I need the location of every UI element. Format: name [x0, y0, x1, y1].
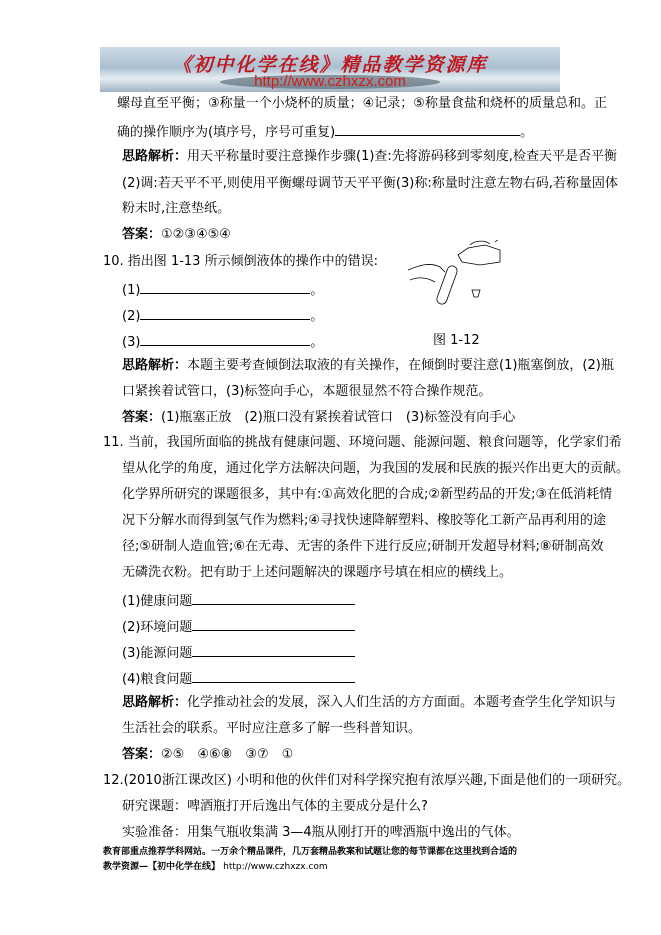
text: (3) [122, 335, 141, 350]
answer-blank [192, 618, 355, 631]
answer-blank [192, 670, 355, 683]
text: 。 [310, 335, 324, 350]
analysis [122, 149, 617, 165]
analysis-label: 思路解析： [122, 358, 188, 373]
blank-line [122, 307, 323, 325]
question-12: 12.(2010浙江课改区) 小明和他的伙伴们对科学探究抱有浓厚兴趣,下面是他们的一项研究。 [103, 773, 631, 788]
figure-caption: 图 1-12 [433, 333, 480, 348]
text: (1)健康问题 [122, 594, 193, 609]
text-line: 实验准备：用集气瓶收集满 3—4瓶从刚打开的啤酒瓶中逸出的气体。 [122, 825, 520, 840]
banner-title: 《初中化学在线》精品教学资源库 [172, 54, 488, 76]
answer-blank [335, 123, 520, 136]
answer-blank [140, 307, 310, 320]
answer-blank [140, 333, 310, 346]
text-line: 口紧挨着试管口，(3)标签向手心，本题很显然不符合操作规范。 [122, 384, 492, 399]
text: (2)环境问题 [122, 620, 193, 635]
analysis-label: 思路解析： [122, 149, 188, 164]
text: 用天平称量时要注意操作步骤(1)查:先将游码移到零刻度,检查天平是否平衡 [187, 149, 617, 164]
text-line: 螺母直至平衡；③称量一个小烧杯的质量；④记录；⑤称量食盐和烧杯的质量总和。正 [117, 96, 607, 111]
text: 。 [310, 309, 324, 324]
blank-line [122, 644, 355, 662]
text: ②⑤ ④⑥⑧ ③⑦ ① [161, 747, 294, 762]
analysis-label: 思路解析： [122, 695, 188, 710]
banner-url: http://www.czhxzx.com [254, 73, 406, 90]
blank-line [122, 592, 355, 610]
text: (1) [122, 283, 141, 298]
answer-label: 答案： [122, 747, 162, 762]
footer-line: 教育部重点推荐学科网站。一万余个精品课件，几万套精品教案和试题让您的每节课都在这里找到合适的 [103, 847, 518, 857]
text-line [117, 123, 533, 141]
text-line: (2)调:若天平不平,则使用平衡螺母调节天平平衡(3)称:称量时注意左物右码,若称量固体 [122, 176, 618, 191]
text: (3)能源问题 [122, 646, 193, 661]
text-line: 径;⑤研制人造血管;⑥在无毒、无害的条件下进行反应;研制开发超导材料;⑧研制高效 [122, 539, 604, 554]
text-line: 无磷洗衣粉。把有助于上述问题解决的课题序号填在相应的横线上。 [122, 565, 513, 580]
text: ①②③④⑤④ [161, 227, 231, 242]
answer-blank [140, 281, 310, 294]
text: (4)粮食问题 [122, 672, 193, 687]
text-line: 生活社会的联系。平时应注意多了解一些科普知识。 [122, 721, 422, 736]
header-banner [100, 47, 560, 92]
question-11: 11. 当前，我国所面临的挑战有健康问题、环境问题、能源问题、粮食问题等，化学家们希 [103, 435, 622, 450]
answer-blank [192, 592, 355, 605]
text-line: 粉末时,注意垫纸。 [122, 201, 231, 216]
text: 。 [310, 283, 324, 298]
blank-line [122, 618, 355, 636]
answer [122, 227, 231, 243]
answer-blank [192, 644, 355, 657]
analysis [122, 358, 614, 374]
analysis [122, 695, 616, 711]
text-line: 研究课题：啤酒瓶打开后逸出气体的主要成分是什么? [122, 799, 428, 814]
pouring-liquid-figure [400, 240, 510, 310]
blank-line [122, 670, 355, 688]
text: 教学资源—【初中化学在线】 [103, 862, 221, 872]
text: (2) [122, 309, 141, 324]
answer-label: 答案： [122, 227, 162, 242]
text-line: 化学界所研究的课题很多，其中有:①高效化肥的合成;②新型药品的开发;③在低消耗情 [122, 487, 613, 502]
text: 本题主要考查倾倒法取液的有关操作，在倾倒时要注意(1)瓶塞倒放，(2)瓶 [187, 358, 614, 373]
text: 。 [520, 125, 534, 140]
answer [122, 410, 515, 426]
text-line: 况下分解水而得到氢气作为燃料;④寻找快速降解塑料、橡胶等化工新产品再利用的途 [122, 513, 607, 528]
footer-link[interactable]: http://www.czhxzx.com [223, 862, 328, 872]
text-line: 望从化学的角度，通过化学方法解决问题，为我国的发展和民族的振兴作出更大的贡献。 [122, 461, 630, 476]
answer-label: 答案： [122, 410, 162, 425]
text: (1)瓶塞正放 (2)瓶口没有紧挨着试管口 (3)标签没有向手心 [161, 410, 516, 425]
text: 确的操作顺序为(填序号，序号可重复) [117, 125, 336, 140]
blank-line [122, 333, 323, 351]
text: 化学推动社会的发展，深入人们生活的方方面面。本题考查学生化学知识与 [187, 695, 617, 710]
blank-line [122, 281, 323, 299]
question-10: 10. 指出图 1-13 所示倾倒液体的操作中的错误: [103, 254, 378, 269]
answer [122, 747, 293, 763]
footer-line [103, 859, 328, 872]
